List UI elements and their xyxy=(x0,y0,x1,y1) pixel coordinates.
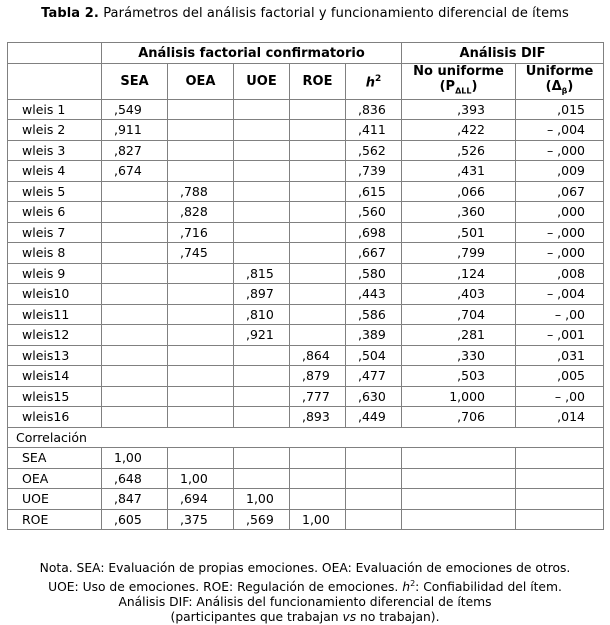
header-empty-2 xyxy=(8,64,102,100)
cell-uoe xyxy=(234,120,290,141)
cell-oea xyxy=(168,284,234,305)
cell-roe xyxy=(290,304,346,325)
table-row xyxy=(8,222,604,243)
cell-roe xyxy=(290,120,346,141)
cell-uoe xyxy=(234,345,290,366)
cell-no-uniforme: ,360 xyxy=(402,202,516,223)
cell-oea xyxy=(168,366,234,387)
corr-c1: ,605 xyxy=(102,509,168,530)
cell-sea xyxy=(102,284,168,305)
corr-c3: 1,00 xyxy=(234,489,290,510)
corr-name: OEA xyxy=(8,468,102,489)
item-name: wleis 1 xyxy=(8,99,102,120)
cell-roe xyxy=(290,202,346,223)
header-h2: $h^2$ xyxy=(346,64,402,100)
cell-roe: ,879 xyxy=(290,366,346,387)
corr-empty xyxy=(402,489,516,510)
cell-uniforme: ,009 xyxy=(516,161,604,182)
cell-h2: ,449 xyxy=(346,407,402,428)
corr-c4 xyxy=(290,448,346,469)
cell-roe xyxy=(290,99,346,120)
cell-sea xyxy=(102,304,168,325)
cell-h2: ,698 xyxy=(346,222,402,243)
table-row xyxy=(8,202,604,223)
item-name: wleis11 xyxy=(8,304,102,325)
header-dif: Análisis DIF xyxy=(402,43,604,64)
corr-empty xyxy=(516,448,604,469)
cell-uniforme: ,014 xyxy=(516,407,604,428)
cell-roe xyxy=(290,325,346,346)
cell-h2: ,504 xyxy=(346,345,402,366)
cell-oea xyxy=(168,120,234,141)
corr-name: SEA xyxy=(8,448,102,469)
table-row xyxy=(8,161,604,182)
cell-h2: ,443 xyxy=(346,284,402,305)
corr-empty xyxy=(346,448,402,469)
cell-h2: ,739 xyxy=(346,161,402,182)
cell-oea xyxy=(168,140,234,161)
cell-uoe xyxy=(234,386,290,407)
cell-oea: ,745 xyxy=(168,243,234,264)
cell-oea xyxy=(168,325,234,346)
table-title: Parámetros del análisis factorial y funcionamiento diferencial de ítems xyxy=(103,6,569,21)
cell-no-uniforme: ,501 xyxy=(402,222,516,243)
item-name: wleis15 xyxy=(8,386,102,407)
cell-roe: ,777 xyxy=(290,386,346,407)
correlation-row xyxy=(8,509,604,530)
table-caption xyxy=(0,6,610,21)
header-no-uniforme: No uniforme $(P_{\Delta LL})$ xyxy=(402,64,516,100)
cell-uoe xyxy=(234,407,290,428)
cell-oea xyxy=(168,161,234,182)
cell-uniforme: ,015 xyxy=(516,99,604,120)
cell-uniforme: – ,000 xyxy=(516,140,604,161)
cell-uniforme: – ,000 xyxy=(516,243,604,264)
cell-uniforme: ,008 xyxy=(516,263,604,284)
cell-sea: ,911 xyxy=(102,120,168,141)
cell-h2: ,411 xyxy=(346,120,402,141)
header-uoe: UOE xyxy=(234,64,290,100)
cell-uniforme: ,067 xyxy=(516,181,604,202)
cell-h2: ,630 xyxy=(346,386,402,407)
cell-sea xyxy=(102,407,168,428)
cell-h2: ,562 xyxy=(346,140,402,161)
corr-c3 xyxy=(234,448,290,469)
corr-c2: ,375 xyxy=(168,509,234,530)
corr-empty xyxy=(402,468,516,489)
corr-empty xyxy=(402,448,516,469)
item-name: wleis 3 xyxy=(8,140,102,161)
table-row xyxy=(8,263,604,284)
cell-uoe: ,815 xyxy=(234,263,290,284)
table-row xyxy=(8,284,604,305)
item-name: wleis14 xyxy=(8,366,102,387)
cell-no-uniforme: ,704 xyxy=(402,304,516,325)
cell-no-uniforme: ,403 xyxy=(402,284,516,305)
corr-c4: 1,00 xyxy=(290,509,346,530)
table-row xyxy=(8,366,604,387)
item-name: wleis 6 xyxy=(8,202,102,223)
corr-empty xyxy=(516,468,604,489)
cell-no-uniforme: ,393 xyxy=(402,99,516,120)
corr-c3 xyxy=(234,468,290,489)
cell-oea: ,828 xyxy=(168,202,234,223)
cell-no-uniforme: ,281 xyxy=(402,325,516,346)
item-name: wleis12 xyxy=(8,325,102,346)
cell-roe: ,893 xyxy=(290,407,346,428)
corr-c1: 1,00 xyxy=(102,448,168,469)
cell-sea xyxy=(102,366,168,387)
table-row xyxy=(8,181,604,202)
cell-uoe xyxy=(234,99,290,120)
table-row xyxy=(8,345,604,366)
cell-uniforme: – ,00 xyxy=(516,304,604,325)
corr-empty xyxy=(346,468,402,489)
table-row xyxy=(8,325,604,346)
cell-h2: ,667 xyxy=(346,243,402,264)
table-row xyxy=(8,386,604,407)
cell-oea: ,788 xyxy=(168,181,234,202)
item-name: wleis 9 xyxy=(8,263,102,284)
cell-uoe xyxy=(234,181,290,202)
cell-sea xyxy=(102,243,168,264)
cell-roe xyxy=(290,222,346,243)
cell-no-uniforme: 1,000 xyxy=(402,386,516,407)
table-row xyxy=(8,99,604,120)
corr-c3: ,569 xyxy=(234,509,290,530)
cell-roe xyxy=(290,161,346,182)
header-uniforme: Uniforme $(\Delta_\beta)$ xyxy=(516,64,604,100)
cell-oea xyxy=(168,345,234,366)
corr-empty xyxy=(516,489,604,510)
cell-uoe xyxy=(234,222,290,243)
cell-uniforme: ,031 xyxy=(516,345,604,366)
table-row xyxy=(8,243,604,264)
header-oea: OEA xyxy=(168,64,234,100)
cell-no-uniforme: ,422 xyxy=(402,120,516,141)
cell-h2: ,389 xyxy=(346,325,402,346)
cell-roe xyxy=(290,181,346,202)
cell-no-uniforme: ,330 xyxy=(402,345,516,366)
cell-no-uniforme: ,706 xyxy=(402,407,516,428)
cell-uniforme: – ,004 xyxy=(516,284,604,305)
cell-uoe xyxy=(234,202,290,223)
cell-no-uniforme: ,124 xyxy=(402,263,516,284)
table-row xyxy=(8,120,604,141)
correlation-row xyxy=(8,489,604,510)
item-name: wleis10 xyxy=(8,284,102,305)
cell-uoe xyxy=(234,161,290,182)
cell-h2: ,836 xyxy=(346,99,402,120)
table-number: Tabla 2. xyxy=(41,6,99,21)
cell-sea: ,549 xyxy=(102,99,168,120)
table-row xyxy=(8,407,604,428)
table-row xyxy=(8,304,604,325)
cell-oea xyxy=(168,407,234,428)
item-name: wleis 7 xyxy=(8,222,102,243)
cell-uniforme: ,005 xyxy=(516,366,604,387)
cell-sea xyxy=(102,345,168,366)
header-row-groups xyxy=(8,43,604,64)
header-afc: Análisis factorial confirmatorio xyxy=(102,43,402,64)
correlation-row xyxy=(8,448,604,469)
item-name: wleis 5 xyxy=(8,181,102,202)
cell-h2: ,560 xyxy=(346,202,402,223)
corr-empty xyxy=(516,509,604,530)
correlation-row xyxy=(8,468,604,489)
header-empty xyxy=(8,43,102,64)
cell-h2: ,586 xyxy=(346,304,402,325)
cell-uniforme: – ,000 xyxy=(516,222,604,243)
item-name: wleis 8 xyxy=(8,243,102,264)
cell-oea xyxy=(168,386,234,407)
cell-sea xyxy=(102,181,168,202)
cell-roe xyxy=(290,243,346,264)
cell-sea: ,827 xyxy=(102,140,168,161)
cell-uoe: ,921 xyxy=(234,325,290,346)
cell-no-uniforme: ,799 xyxy=(402,243,516,264)
item-name: wleis 4 xyxy=(8,161,102,182)
corr-c1: ,648 xyxy=(102,468,168,489)
item-name: wleis 2 xyxy=(8,120,102,141)
cell-sea: ,674 xyxy=(102,161,168,182)
cell-roe xyxy=(290,263,346,284)
cell-uoe: ,897 xyxy=(234,284,290,305)
cell-no-uniforme: ,503 xyxy=(402,366,516,387)
table-note xyxy=(0,561,610,625)
note-line-1: Nota. SEA: Evaluación de propias emociones. OEA: Evaluación de emociones de otros. xyxy=(39,561,571,575)
correlation-label-row xyxy=(8,427,604,448)
note-line-4: (participantes que trabajan vs no trabajan). xyxy=(170,610,440,625)
cell-h2: ,477 xyxy=(346,366,402,387)
corr-empty xyxy=(346,509,402,530)
item-name: wleis13 xyxy=(8,345,102,366)
cell-h2: ,615 xyxy=(346,181,402,202)
header-roe: ROE xyxy=(290,64,346,100)
corr-name: UOE xyxy=(8,489,102,510)
cell-uniforme: – ,00 xyxy=(516,386,604,407)
header-row-columns xyxy=(8,64,604,100)
cell-oea xyxy=(168,263,234,284)
cell-sea xyxy=(102,263,168,284)
cell-sea xyxy=(102,202,168,223)
corr-empty xyxy=(346,489,402,510)
cell-uniforme: – ,001 xyxy=(516,325,604,346)
cell-roe xyxy=(290,140,346,161)
item-name: wleis16 xyxy=(8,407,102,428)
corr-c2 xyxy=(168,448,234,469)
corr-c4 xyxy=(290,489,346,510)
cell-oea xyxy=(168,304,234,325)
cell-no-uniforme: ,431 xyxy=(402,161,516,182)
corr-c2: 1,00 xyxy=(168,468,234,489)
cell-oea: ,716 xyxy=(168,222,234,243)
note-line-2: UOE: Uso de emociones. ROE: Regulación de emociones. $h^2$: Confiabilidad del ítem. xyxy=(48,579,562,595)
cell-uoe xyxy=(234,140,290,161)
cell-uoe xyxy=(234,243,290,264)
cell-uoe xyxy=(234,366,290,387)
correlation-label: Correlación xyxy=(8,427,604,448)
cell-roe xyxy=(290,284,346,305)
corr-c4 xyxy=(290,468,346,489)
results-table xyxy=(7,42,604,530)
corr-empty xyxy=(402,509,516,530)
corr-name: ROE xyxy=(8,509,102,530)
header-sea: SEA xyxy=(102,64,168,100)
cell-uniforme: – ,004 xyxy=(516,120,604,141)
table-row xyxy=(8,140,604,161)
cell-no-uniforme: ,526 xyxy=(402,140,516,161)
note-line-3: Análisis DIF: Análisis del funcionamiento diferencial de ítems xyxy=(118,595,492,610)
cell-sea xyxy=(102,222,168,243)
cell-h2: ,580 xyxy=(346,263,402,284)
cell-sea xyxy=(102,325,168,346)
cell-sea xyxy=(102,386,168,407)
corr-c1: ,847 xyxy=(102,489,168,510)
cell-no-uniforme: ,066 xyxy=(402,181,516,202)
cell-uniforme: ,000 xyxy=(516,202,604,223)
cell-uoe: ,810 xyxy=(234,304,290,325)
cell-roe: ,864 xyxy=(290,345,346,366)
cell-oea xyxy=(168,99,234,120)
corr-c2: ,694 xyxy=(168,489,234,510)
